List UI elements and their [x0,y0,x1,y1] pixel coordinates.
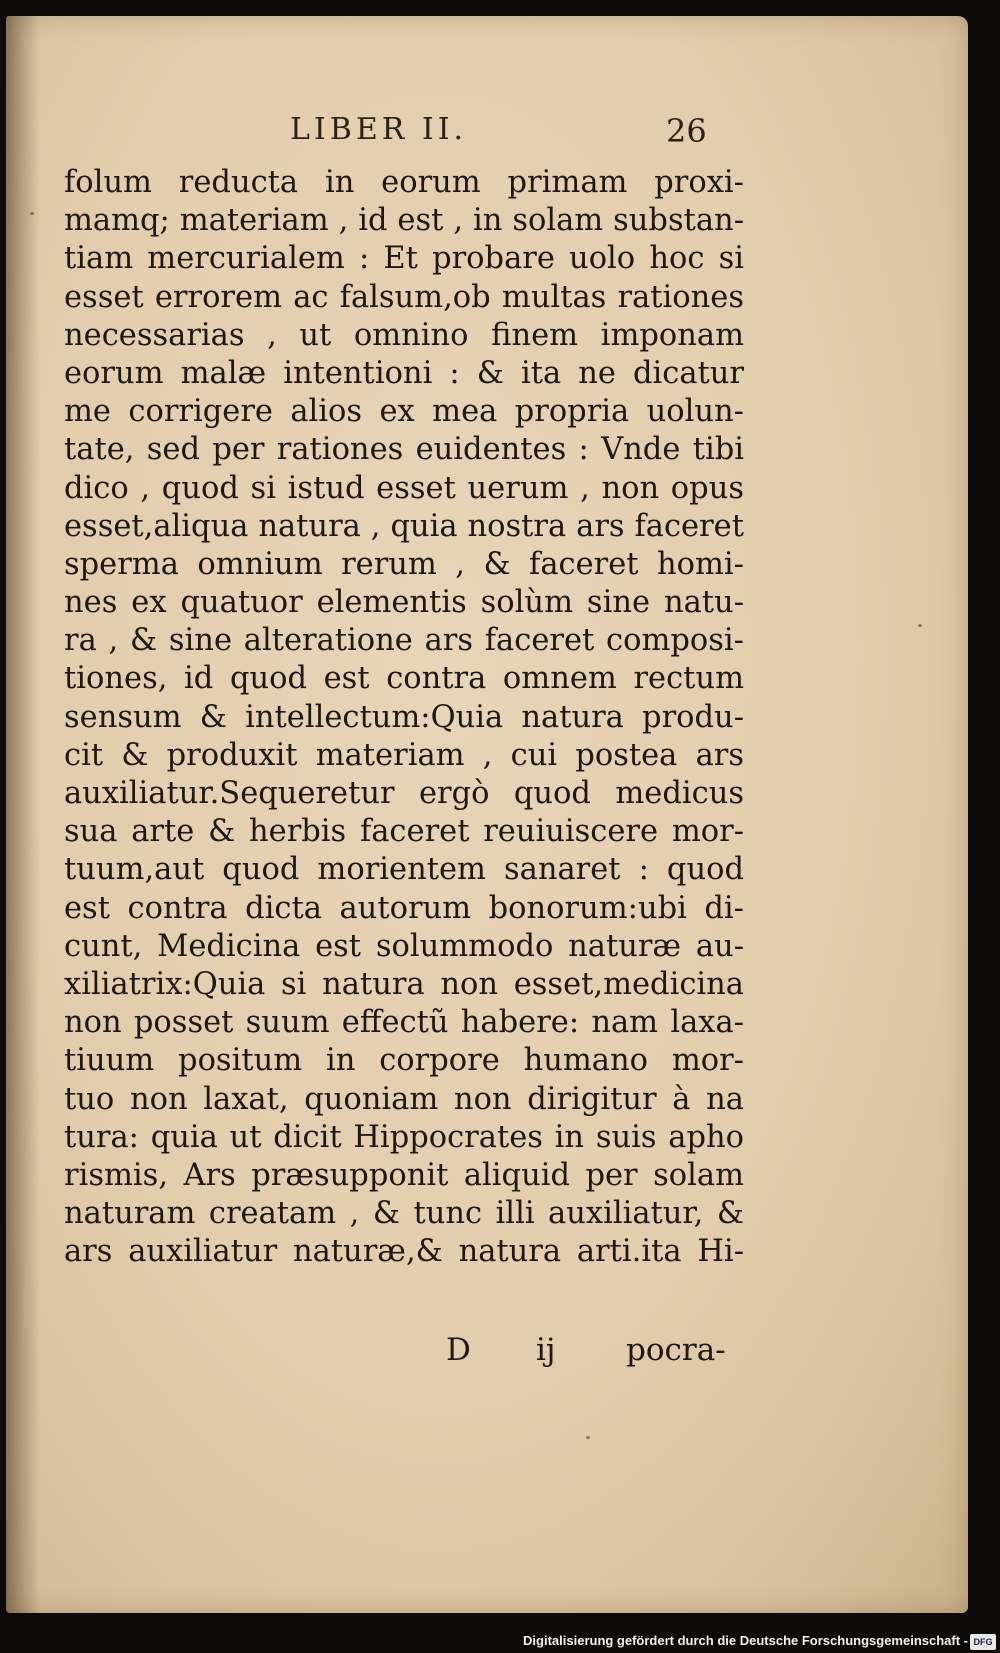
text-line: cit & produxit materiam , cui postea ars [64,737,744,773]
text-line: sensum & intellectum:Quia natura produ- [64,699,744,735]
text-line: esset errorem ac falsum,ob multas rationes [64,279,744,315]
text-line: xiliatrix:Quia si natura non esset,medicina [64,966,744,1002]
catchline [446,1332,736,1372]
gutter-shadow [6,16,40,1613]
text-line: nes ex quatuor elementis solùm sine natu- [64,585,744,621]
text-line: tiam mercurialem : Et probare uolo hoc si [64,241,744,277]
digitization-credit: Digitalisierung gefördert durch die Deutsche Forschungsgemeinschaft - [523,1633,968,1648]
text-line: auxiliatur.Sequeretur ergò quod medicus [64,776,744,811]
catchword: pocra- [626,1332,726,1368]
paper-speck [918,624,922,627]
text-line: tuo non laxat, quoniam non dirigitur à na [64,1081,744,1117]
text-line: non posset suum effectũ habere: nam laxa- [64,1005,744,1041]
text-line: mamq; materiam , id est , in solam substan- [64,203,744,239]
text-line: sperma omnium rerum , & faceret homi- [64,546,744,582]
text-line: ars auxiliatur naturæ,& natura arti.ita Hi- [64,1234,744,1270]
text-line: folum reducta in eorum primam proxi- [64,165,744,200]
book-page [6,16,968,1613]
text-line: sua arte & herbis faceret reuiuiscere mor- [64,814,744,850]
dfg-logo: DFG [970,1634,996,1650]
text-line: cunt, Medicina est solummodo naturæ au- [64,928,744,964]
text-line: me corrigere alios ex mea propria uolun- [64,394,744,430]
signature-mark: D [446,1332,471,1368]
text-line: ra , & sine alteratione ars faceret composi- [64,623,744,659]
text-line: tiones, id quod est contra omnem rectum [64,661,744,697]
text-line: est contra dicta autorum bonorum:ubi di- [64,890,744,926]
paper-speck [30,212,34,215]
text-line: tiuum positum in corpore humano mor- [64,1043,744,1079]
text-line: naturam creatam , & tunc illi auxiliatur, & [64,1196,744,1232]
text-line: necessarias , ut omnino finem imponam [64,317,744,353]
leaf-number: ij [536,1332,556,1368]
text-line: esset,aliqua natura , quia nostra ars faceret [64,508,744,544]
text-line: tate, sed per rationes euidentes : Vnde tibi [64,432,744,468]
text-line: tura: quia ut dicit Hippocrates in suis apho [64,1119,744,1155]
running-head: LIBER II. [290,112,468,147]
paper-speck [586,1436,590,1439]
text-line: dico , quod si istud esset uerum , non opus [64,470,744,506]
text-line: tuum,aut quod morientem sanaret : quod [64,852,744,888]
text-line: eorum malæ intentioni : & ita ne dicatur [64,355,744,391]
page-number: 26 [666,112,707,150]
text-line: rismis, Ars præsupponit aliquid per solam [64,1157,744,1193]
body-text [64,164,744,1271]
